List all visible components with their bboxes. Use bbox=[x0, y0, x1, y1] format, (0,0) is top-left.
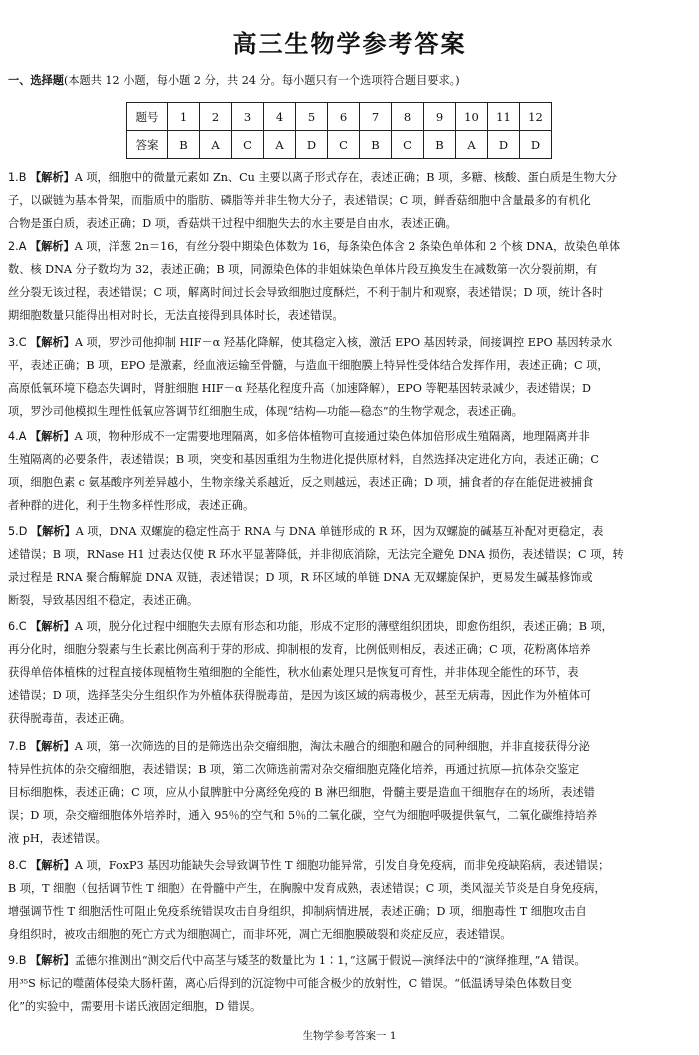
question-answer: C bbox=[18, 859, 27, 872]
explanation-text: A 项，脱分化过程中细胞失去原有形态和功能，形成不定形的薄壁组织团块，即愈伤组织，表述正确；B 项， bbox=[74, 620, 613, 633]
answer-cell: A bbox=[264, 131, 296, 159]
question-number: 5. bbox=[8, 525, 19, 538]
explanation-line: 化”的实验中，需要用卡诺氏液固定细胞，D 错误。 bbox=[8, 1000, 262, 1013]
number-cell: 6 bbox=[328, 103, 360, 131]
answer-cell: B bbox=[360, 131, 392, 159]
number-cell: 10 bbox=[456, 103, 488, 131]
number-cell: 12 bbox=[520, 103, 552, 131]
answer-cell: D bbox=[520, 131, 552, 159]
explanation-line: 再分化时，细胞分裂素与生长素比例高利于芽的形成、抑制根的发育，比例低则相反，表述正确；C 项，花粉离体培养 bbox=[8, 643, 591, 656]
question-answer: C bbox=[18, 620, 27, 633]
explanation-line: 项，罗沙司他模拟生理性低氧应答调节红细胞生成，体现“结构—功能—稳态”的生物学观念，表述正确。 bbox=[8, 405, 523, 418]
explanation-line: 子，以碳链为基本骨架，而脂质中的脂肪、磷脂等并非生物大分子，表述错误；C 项，鲜香菇细胞中含量最多的有机化 bbox=[8, 194, 591, 207]
answer-cell: D bbox=[296, 131, 328, 159]
question-explanation-8 bbox=[8, 854, 689, 946]
question-number: 3. bbox=[8, 336, 19, 349]
question-number: 8. bbox=[8, 859, 19, 872]
number-cell: 8 bbox=[392, 103, 424, 131]
explanation-line: 录过程是 RNA 聚合酶解旋 DNA 双链，表述错误；D 项，R 环区域的单链 DNA 无双螺旋保护，更易发生碱基修饰或 bbox=[8, 571, 593, 584]
answer-cell: C bbox=[392, 131, 424, 159]
analysis-tag: 【解析】 bbox=[29, 953, 75, 967]
explanation-text: A 项，第一次筛选的目的是筛选出杂交瘤细胞，淘汰未融合的细胞和融合的同种细胞，并非直接获得分泌 bbox=[74, 740, 590, 753]
number-cell: 1 bbox=[168, 103, 200, 131]
explanation-line: 丝分裂无该过程，表述错误；C 项，解离时间过长会导致细胞过度酥烂，不利于制片和观察，表述错误；D 项，统计各时 bbox=[8, 286, 604, 299]
explanation-line: B 项，T 细胞（包括调节性 T 细胞）在骨髓中产生，在胸腺中发育成熟，表述错误；C 项，类风湿关节炎是自身免疫病， bbox=[8, 882, 606, 895]
explanation-line bbox=[8, 520, 689, 543]
answer-label-cell: 答案 bbox=[127, 131, 168, 159]
explanation-line: 用³⁵S 标记的噬菌体侵染大肠杆菌，离心后得到的沉淀物中可能含极少的放射性，C 错误。“低温诱导染色体数目变 bbox=[8, 977, 572, 990]
number-cell: 5 bbox=[296, 103, 328, 131]
explanation-line: 高原低氧环境下稳态失调时，肾脏细胞 HIF－α 羟基化程度升高（加速降解），EPO 等靶基因转录减少，表述错误；D bbox=[8, 382, 592, 395]
page-footer: 生物学参考答案一 1 bbox=[302, 1030, 397, 1042]
answer-cell: B bbox=[168, 131, 200, 159]
answer-cell: A bbox=[456, 131, 488, 159]
page-title: 高三生物学参考答案 bbox=[232, 30, 467, 58]
explanation-line: 断裂，导致基因组不稳定，表述正确。 bbox=[8, 594, 199, 607]
explanation-text: A 项，罗沙司他抑制 HIF－α 羟基化降解，使其稳定入核，激活 EPO 基因转录，间接调控 EPO 基因转录水 bbox=[74, 336, 613, 349]
explanation-line: 获得脱毒苗，表述正确。 bbox=[8, 712, 132, 725]
question-number: 2. bbox=[8, 240, 19, 253]
explanation-text: A 项，DNA 双螺旋的稳定性高于 RNA 与 DNA 单链形成的 R 环，因为双螺旋的碱基互补配对更稳定，表 bbox=[75, 525, 604, 538]
question-explanation-7 bbox=[8, 735, 689, 850]
explanation-text: A 项，物种形成不一定需要地理隔离，如多倍体植物可直接通过染色体加倍形成生殖隔离，地理隔离并非 bbox=[74, 430, 590, 443]
explanation-line: 特异性抗体的杂交瘤细胞，表述错误；B 项，第二次筛选前需对杂交瘤细胞克隆化培养，再通过抗原—抗体杂交鉴定 bbox=[8, 763, 580, 776]
question-explanation-9 bbox=[8, 949, 689, 1018]
answer-cell: C bbox=[328, 131, 360, 159]
explanation-line: 合物是蛋白质，表述正确；D 项，香菇烘干过程中细胞失去的水主要是自由水，表述正确。 bbox=[8, 217, 457, 230]
question-answer: A bbox=[18, 430, 27, 443]
explanation-line bbox=[8, 854, 689, 877]
explanation-line: 增强调节性 T 细胞活性可阻止免疫系统错误攻击自身组织，抑制病情进展，表述正确；D 项，细胞毒性 T 细胞攻击自 bbox=[8, 905, 587, 918]
number-label-cell: 题号 bbox=[127, 103, 168, 131]
question-answer: D bbox=[18, 525, 28, 538]
answer-cell: A bbox=[200, 131, 232, 159]
analysis-tag: 【解析】 bbox=[29, 429, 75, 443]
question-explanation-5 bbox=[8, 520, 689, 612]
explanation-text: 孟德尔推测出“测交后代中高茎与矮茎的数量比为 1∶1，”这属于假说—演绎法中的“演绎推理，”A 错误。 bbox=[74, 954, 586, 967]
question-answer: B bbox=[18, 954, 27, 967]
explanation-line: 数、核 DNA 分子数均为 32，表述正确；B 项，同源染色体的非姐妹染色单体片段互换发生在减数第一次分裂前期，有 bbox=[8, 263, 598, 276]
explanation-line: 身组织时，被攻击细胞的死亡方式为细胞凋亡，而非坏死，凋亡无细胞膜破裂和炎症反应，表述错误。 bbox=[8, 928, 512, 941]
question-explanation-4 bbox=[8, 425, 689, 517]
analysis-tag: 【解析】 bbox=[29, 739, 75, 753]
explanation-line: 误；D 项，杂交瘤细胞体外培养时，通入 95％的空气和 5％的二氧化碳，空气为细胞呼吸提供氧气，二氧化碳维持培养 bbox=[8, 809, 598, 822]
analysis-tag: 【解析】 bbox=[29, 170, 75, 184]
explanation-text: A 项，洋葱 2n＝16，有丝分裂中期染色体数为 16，每条染色体含 2 条染色单体和 2 个核 DNA，故染色单体 bbox=[74, 240, 621, 253]
analysis-tag: 【解析】 bbox=[29, 239, 75, 253]
number-cell: 3 bbox=[232, 103, 264, 131]
question-explanation-3 bbox=[8, 331, 689, 423]
section-heading bbox=[8, 72, 688, 88]
number-cell: 11 bbox=[488, 103, 520, 131]
explanation-line: 获得单倍体植株的过程直接体现植物生殖细胞的全能性，秋水仙素处理只是恢复可育性，并非体现全能性的环节，表 bbox=[8, 666, 579, 679]
explanation-line bbox=[8, 166, 689, 189]
question-number: 6. bbox=[8, 620, 19, 633]
question-explanation-6 bbox=[8, 615, 689, 730]
answer-table-number-row bbox=[127, 103, 552, 131]
explanation-line: 液 pH，表述错误。 bbox=[8, 832, 107, 845]
question-number: 1. bbox=[8, 171, 19, 184]
number-cell: 4 bbox=[264, 103, 296, 131]
analysis-tag: 【解析】 bbox=[30, 858, 75, 872]
section-title: 一、选择题 bbox=[8, 74, 64, 87]
explanation-line: 项，细胞色素 c 氨基酸序列差异越小，生物亲缘关系越近，反之则越远，表述正确；D 项，捕食者的存在能促进被捕食 bbox=[8, 476, 594, 489]
question-explanation-1 bbox=[8, 166, 689, 235]
number-cell: 2 bbox=[200, 103, 232, 131]
question-number: 7. bbox=[8, 740, 19, 753]
answer-cell: D bbox=[488, 131, 520, 159]
question-answer: B bbox=[18, 740, 27, 753]
explanation-line bbox=[8, 331, 689, 354]
question-number: 9. bbox=[8, 954, 19, 967]
question-number: 4. bbox=[8, 430, 19, 443]
explanation-line: 平，表述正确；B 项，EPO 是激素，经血液运输至骨髓，与造血干细胞膜上特异性受体结合发挥作用，表述正确；C 项， bbox=[8, 359, 609, 372]
analysis-tag: 【解析】 bbox=[30, 619, 75, 633]
explanation-line bbox=[8, 425, 689, 448]
explanation-line bbox=[8, 615, 689, 638]
analysis-tag: 【解析】 bbox=[30, 335, 75, 349]
answer-cell: B bbox=[424, 131, 456, 159]
section-note: (本题共 12 小题，每小题 2 分，共 24 分。每小题只有一个选项符合题目要求。) bbox=[63, 74, 460, 87]
question-explanation-2 bbox=[8, 235, 689, 327]
explanation-line bbox=[8, 235, 689, 258]
answer-table-answer-row bbox=[127, 131, 552, 159]
explanation-text: A 项，FoxP3 基因功能缺失会导致调节性 T 细胞功能异常，引发自身免疫病，而非免疫缺陷病，表述错误； bbox=[74, 859, 610, 872]
explanation-text: A 项，细胞中的微量元素如 Zn、Cu 主要以离子形式存在，表述正确；B 项，多糖、核酸、蛋白质是生物大分 bbox=[74, 171, 618, 184]
question-answer: B bbox=[18, 171, 27, 184]
explanation-line: 者种群的进化，利于生物多样性形成，表述正确。 bbox=[8, 499, 255, 512]
explanation-line: 期细胞数量只能得出相对时长，无法直接得到具体时长，表述错误。 bbox=[8, 309, 344, 322]
explanation-line: 述错误；D 项，选择茎尖分生组织作为外植体获得脱毒苗，是因为该区域的病毒极少，甚至无病毒，因此作为外植体可 bbox=[8, 689, 592, 702]
explanation-line bbox=[8, 735, 689, 758]
answer-table bbox=[126, 102, 552, 159]
explanation-line bbox=[8, 949, 689, 972]
question-answer: A bbox=[18, 240, 27, 253]
number-cell: 7 bbox=[360, 103, 392, 131]
question-answer: C bbox=[18, 336, 27, 349]
explanation-line: 生殖隔离的必要条件，表述错误；B 项，突变和基因重组为生物进化提供原材料，自然选择决定进化方向，表述正确；C bbox=[8, 453, 599, 466]
answer-cell: C bbox=[232, 131, 264, 159]
explanation-line: 述错误；B 项，RNase H1 过表达仅使 R 环水平显著降低，并非彻底消除，无法完全避免 DNA 损伤，表述错误；C 项，转 bbox=[8, 548, 624, 561]
explanation-line: 目标细胞株，表述正确；C 项，应从小鼠脾脏中分离经免疫的 B 淋巴细胞，骨髓主要是造血干细胞存在的场所，表述错 bbox=[8, 786, 595, 799]
analysis-tag: 【解析】 bbox=[30, 524, 76, 538]
number-cell: 9 bbox=[424, 103, 456, 131]
